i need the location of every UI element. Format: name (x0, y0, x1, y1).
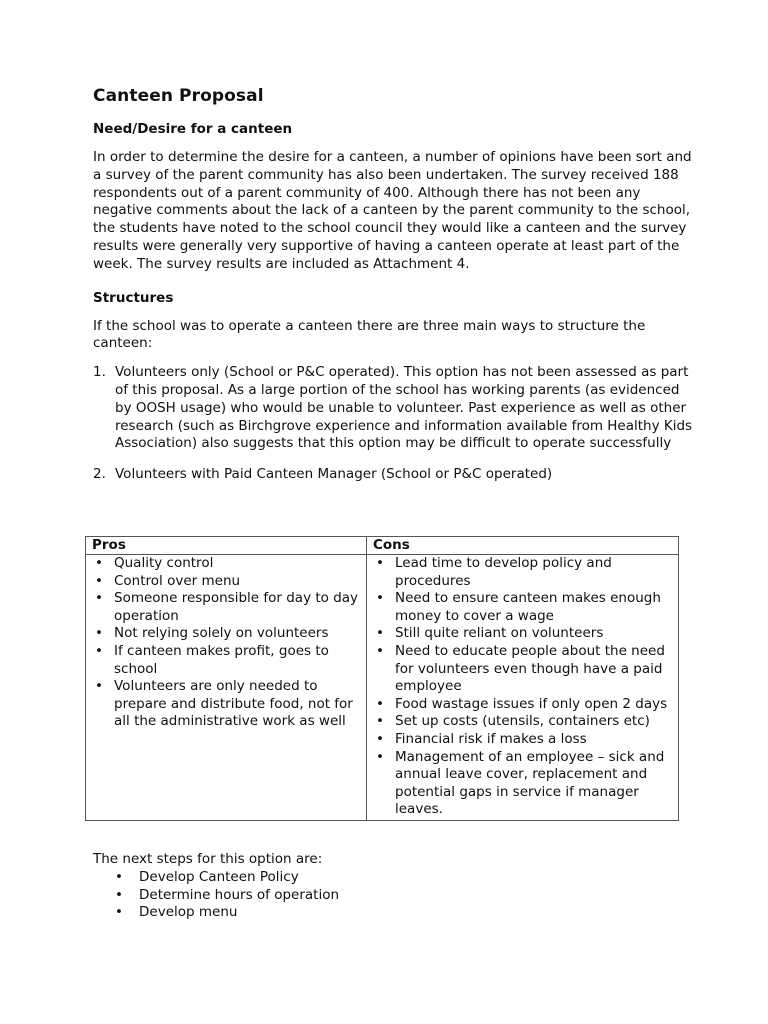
pros-item (92, 643, 362, 678)
pros-cons-table (85, 536, 679, 821)
cons-item-text: Still quite reliant on volunteers (395, 625, 604, 642)
cons-item-text: Need to educate people about the need for volunteers even though have a paid employee (395, 642, 665, 695)
document-body (93, 86, 693, 497)
bullet-icon: • (95, 572, 103, 589)
cons-item-text: Management of an employee – sick and annual leave cover, replacement and potential gaps in service if manager leaves. (395, 748, 665, 818)
table-header-row (86, 537, 679, 555)
need-paragraph: In order to determine the desire for a canteen, a number of opinions have been sort and a survey of the parent community has also been undertaken. The survey received 188 respondents out of a parent community of 400. Although there has not been any negative comments about the lack of a canteen by the parent community to the school, the students have noted to the school council they would like a canteen and the survey results were generally very supportive of having a canteen operate at least part of the week. The survey results are included as Attachment 4. (93, 149, 692, 272)
cons-item (373, 625, 674, 643)
cons-item (373, 749, 674, 819)
structure-option-2 (93, 466, 693, 484)
bullet-icon: • (376, 642, 384, 659)
pros-header: Pros (86, 537, 367, 555)
bullet-icon: • (115, 868, 123, 885)
pros-cell (86, 555, 367, 821)
bullet-icon: • (376, 625, 384, 642)
cons-item-text: Food wastage issues if only open 2 days (395, 695, 668, 712)
cons-header: Cons (367, 537, 679, 555)
pros-list (92, 555, 362, 731)
pros-item-text: Control over menu (114, 572, 241, 589)
bullet-icon: • (376, 555, 384, 571)
bullet-icon: • (95, 678, 103, 695)
structures-intro: If the school was to operate a canteen there are three main ways to structure the canteen: (93, 317, 646, 352)
next-steps-list (93, 869, 693, 922)
cons-item-text: Set up costs (utensils, containers etc) (395, 713, 650, 730)
cons-item (373, 731, 674, 749)
cons-cell (367, 555, 679, 821)
pros-item (92, 678, 362, 731)
bullet-icon: • (376, 695, 384, 712)
pros-item-text: If canteen makes profit, goes to school (114, 642, 329, 677)
cons-item-text: Lead time to develop policy and procedures (395, 555, 612, 589)
cons-item (373, 713, 674, 731)
next-steps-intro: The next steps for this option are: (93, 851, 323, 867)
structure-option-text: Volunteers only (School or P&C operated). This option has not been assessed as part of this proposal. As a large portion of the school has working parents (as evidenced by OOSH usage) who would be unable to volunteer. Past experience as well as other research (such as Birchgrove experience and information available from Healthy Kids Association) also suggests that this option may be difficult to operate successfully (115, 364, 693, 452)
bullet-icon: • (376, 713, 384, 730)
next-step-item (93, 904, 693, 922)
page-title: Canteen Proposal (93, 86, 264, 106)
pros-item (92, 555, 362, 573)
bullet-icon: • (376, 748, 384, 765)
cons-item-text: Need to ensure canteen makes enough money to cover a wage (395, 590, 661, 624)
cons-list (373, 555, 674, 819)
bullet-icon: • (376, 730, 384, 747)
next-step-item-text: Develop Canteen Policy (139, 868, 299, 885)
cons-item (373, 643, 674, 696)
pros-item-text: Someone responsible for day to day operation (114, 590, 359, 624)
pros-item (92, 573, 362, 591)
bullet-icon: • (376, 590, 384, 607)
pros-item (92, 625, 362, 643)
table-row (86, 555, 679, 821)
bullet-icon: • (95, 555, 103, 571)
next-step-item-text: Develop menu (139, 904, 238, 921)
pros-item-text: Quality control (114, 555, 214, 571)
next-step-item (93, 869, 693, 887)
cons-item (373, 696, 674, 714)
next-step-item-text: Determine hours of operation (139, 886, 340, 903)
pros-item (92, 590, 362, 625)
structure-option-1 (93, 364, 693, 453)
structure-option-text: Volunteers with Paid Canteen Manager (School or P&C operated) (115, 466, 553, 483)
next-steps (93, 851, 693, 922)
list-number: 2. (93, 466, 106, 483)
bullet-icon: • (115, 904, 123, 921)
bullet-icon: • (95, 590, 103, 607)
bullet-icon: • (95, 642, 103, 659)
cons-item (373, 555, 674, 590)
bullet-icon: • (115, 886, 123, 903)
pros-item-text: Not relying solely on volunteers (114, 625, 329, 642)
section-heading-structures: Structures (93, 289, 174, 306)
cons-item-text: Financial risk if makes a loss (395, 730, 587, 747)
pros-item-text: Volunteers are only needed to prepare and distribute food, not for all the administrative work as well (114, 678, 353, 730)
list-number: 1. (93, 364, 106, 381)
cons-item (373, 590, 674, 625)
section-heading-need: Need/Desire for a canteen (93, 121, 293, 137)
next-step-item (93, 887, 693, 905)
structure-options-list (93, 364, 693, 484)
bullet-icon: • (95, 625, 103, 642)
